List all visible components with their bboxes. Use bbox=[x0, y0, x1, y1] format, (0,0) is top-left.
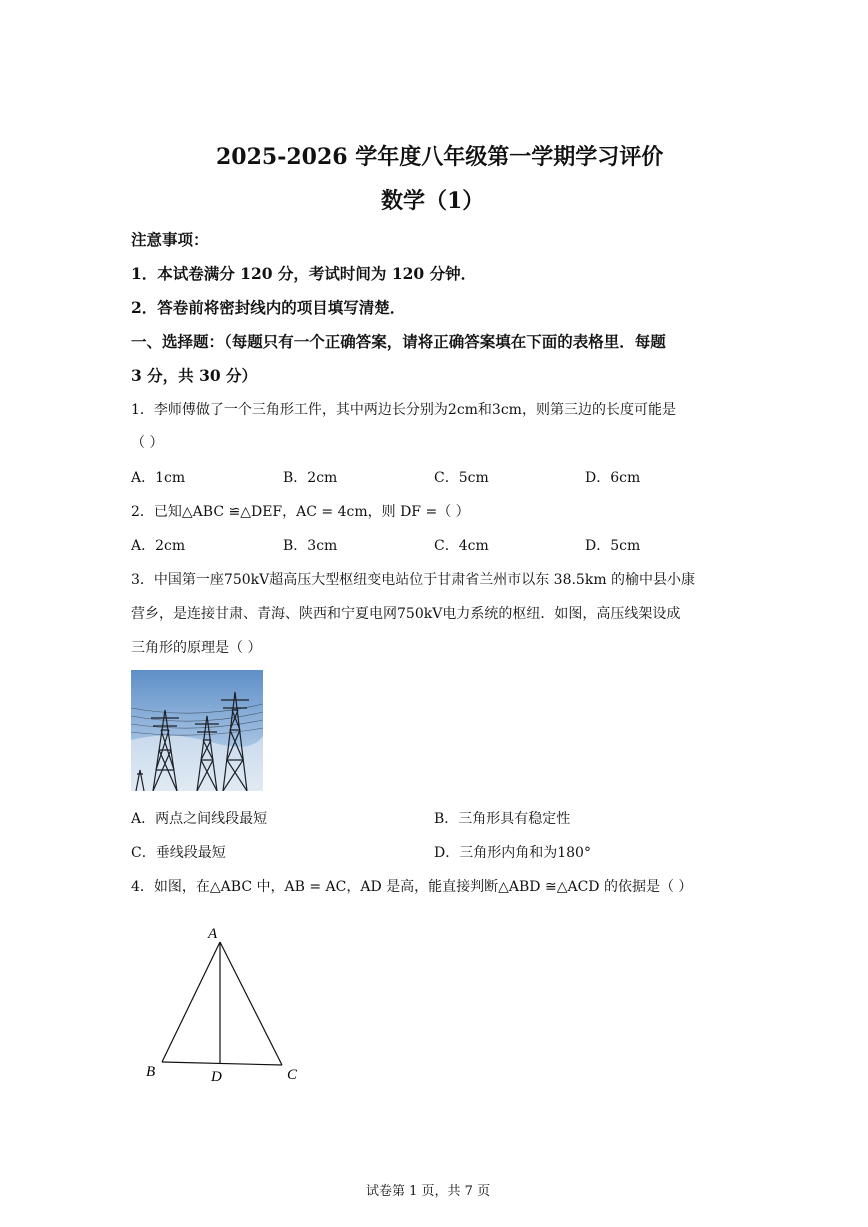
question-1-option-d: D．6cm bbox=[585, 470, 641, 486]
question-3-option-b: B．三角形具有稳定性 bbox=[434, 811, 571, 827]
vertex-label-c: C bbox=[287, 1067, 298, 1083]
notice-item-1: 1．本试卷满分 120 分，考试时间为 120 分钟． bbox=[131, 264, 477, 283]
question-2-option-d: D．5cm bbox=[585, 538, 641, 554]
foot-label-d: D bbox=[211, 1069, 222, 1085]
notice-item-2: 2．答卷前将密封线内的项目填写清楚． bbox=[131, 298, 406, 317]
question-1-option-b: B．2cm bbox=[283, 470, 338, 486]
question-3-text-line1: 3．中国第一座750kV超高压大型枢纽变电站位于甘肃省兰州市以东 38.5km 的榆中县小康 bbox=[131, 572, 696, 588]
side-ab bbox=[162, 942, 220, 1062]
question-2-text: 2．已知△ABC ≌△DEF，AC = 4cm，则 DF =（ ） bbox=[131, 504, 470, 520]
question-2-option-b: B．3cm bbox=[283, 538, 338, 554]
power-tower-photo bbox=[131, 670, 263, 791]
question-4-text: 4．如图，在△ABC 中，AB = AC，AD 是高，能直接判断△ABD ≅△ACD 的依据是（ ） bbox=[131, 879, 693, 895]
section-heading-line1: 一、选择题：（每题只有一个正确答案，请将正确答案填在下面的表格里．每题 bbox=[131, 332, 666, 351]
vertex-label-a: A bbox=[208, 926, 218, 942]
exam-title: 2025-2026 学年度八年级第一学期学习评价 bbox=[216, 144, 664, 170]
side-bc bbox=[162, 1062, 282, 1065]
question-1-option-c: C．5cm bbox=[434, 470, 489, 486]
question-2-option-a: A．2cm bbox=[131, 538, 186, 554]
question-3-option-a: A．两点之间线段最短 bbox=[131, 811, 268, 827]
question-1-option-a: A．1cm bbox=[131, 470, 186, 486]
section-heading-line2: 3 分，共 30 分） bbox=[131, 366, 258, 385]
notice-heading: 注意事项： bbox=[131, 230, 209, 249]
question-3-text-line3: 三角形的原理是（ ） bbox=[131, 640, 262, 656]
question-2-option-c: C．4cm bbox=[434, 538, 489, 554]
triangle-diagram bbox=[140, 920, 310, 1090]
vertex-label-b: B bbox=[146, 1064, 156, 1080]
question-3-option-d: D．三角形内角和为180° bbox=[434, 845, 591, 861]
question-3-option-c: C．垂线段最短 bbox=[131, 845, 226, 861]
question-3-text-line2: 营乡，是连接甘肃、青海、陕西和宁夏电网750kV电力系统的枢纽．如图，高压线架设成 bbox=[131, 606, 681, 622]
page-footer: 试卷第 1 页，共 7 页 bbox=[366, 1184, 491, 1199]
exam-subtitle: 数学（1） bbox=[381, 188, 485, 214]
question-1-text: 1．李师傅做了一个三角形工件，其中两边长分别为2cm和3cm，则第三边的长度可能是 bbox=[131, 402, 676, 418]
side-ac bbox=[220, 942, 282, 1065]
question-1-blank: （ ） bbox=[131, 435, 164, 451]
